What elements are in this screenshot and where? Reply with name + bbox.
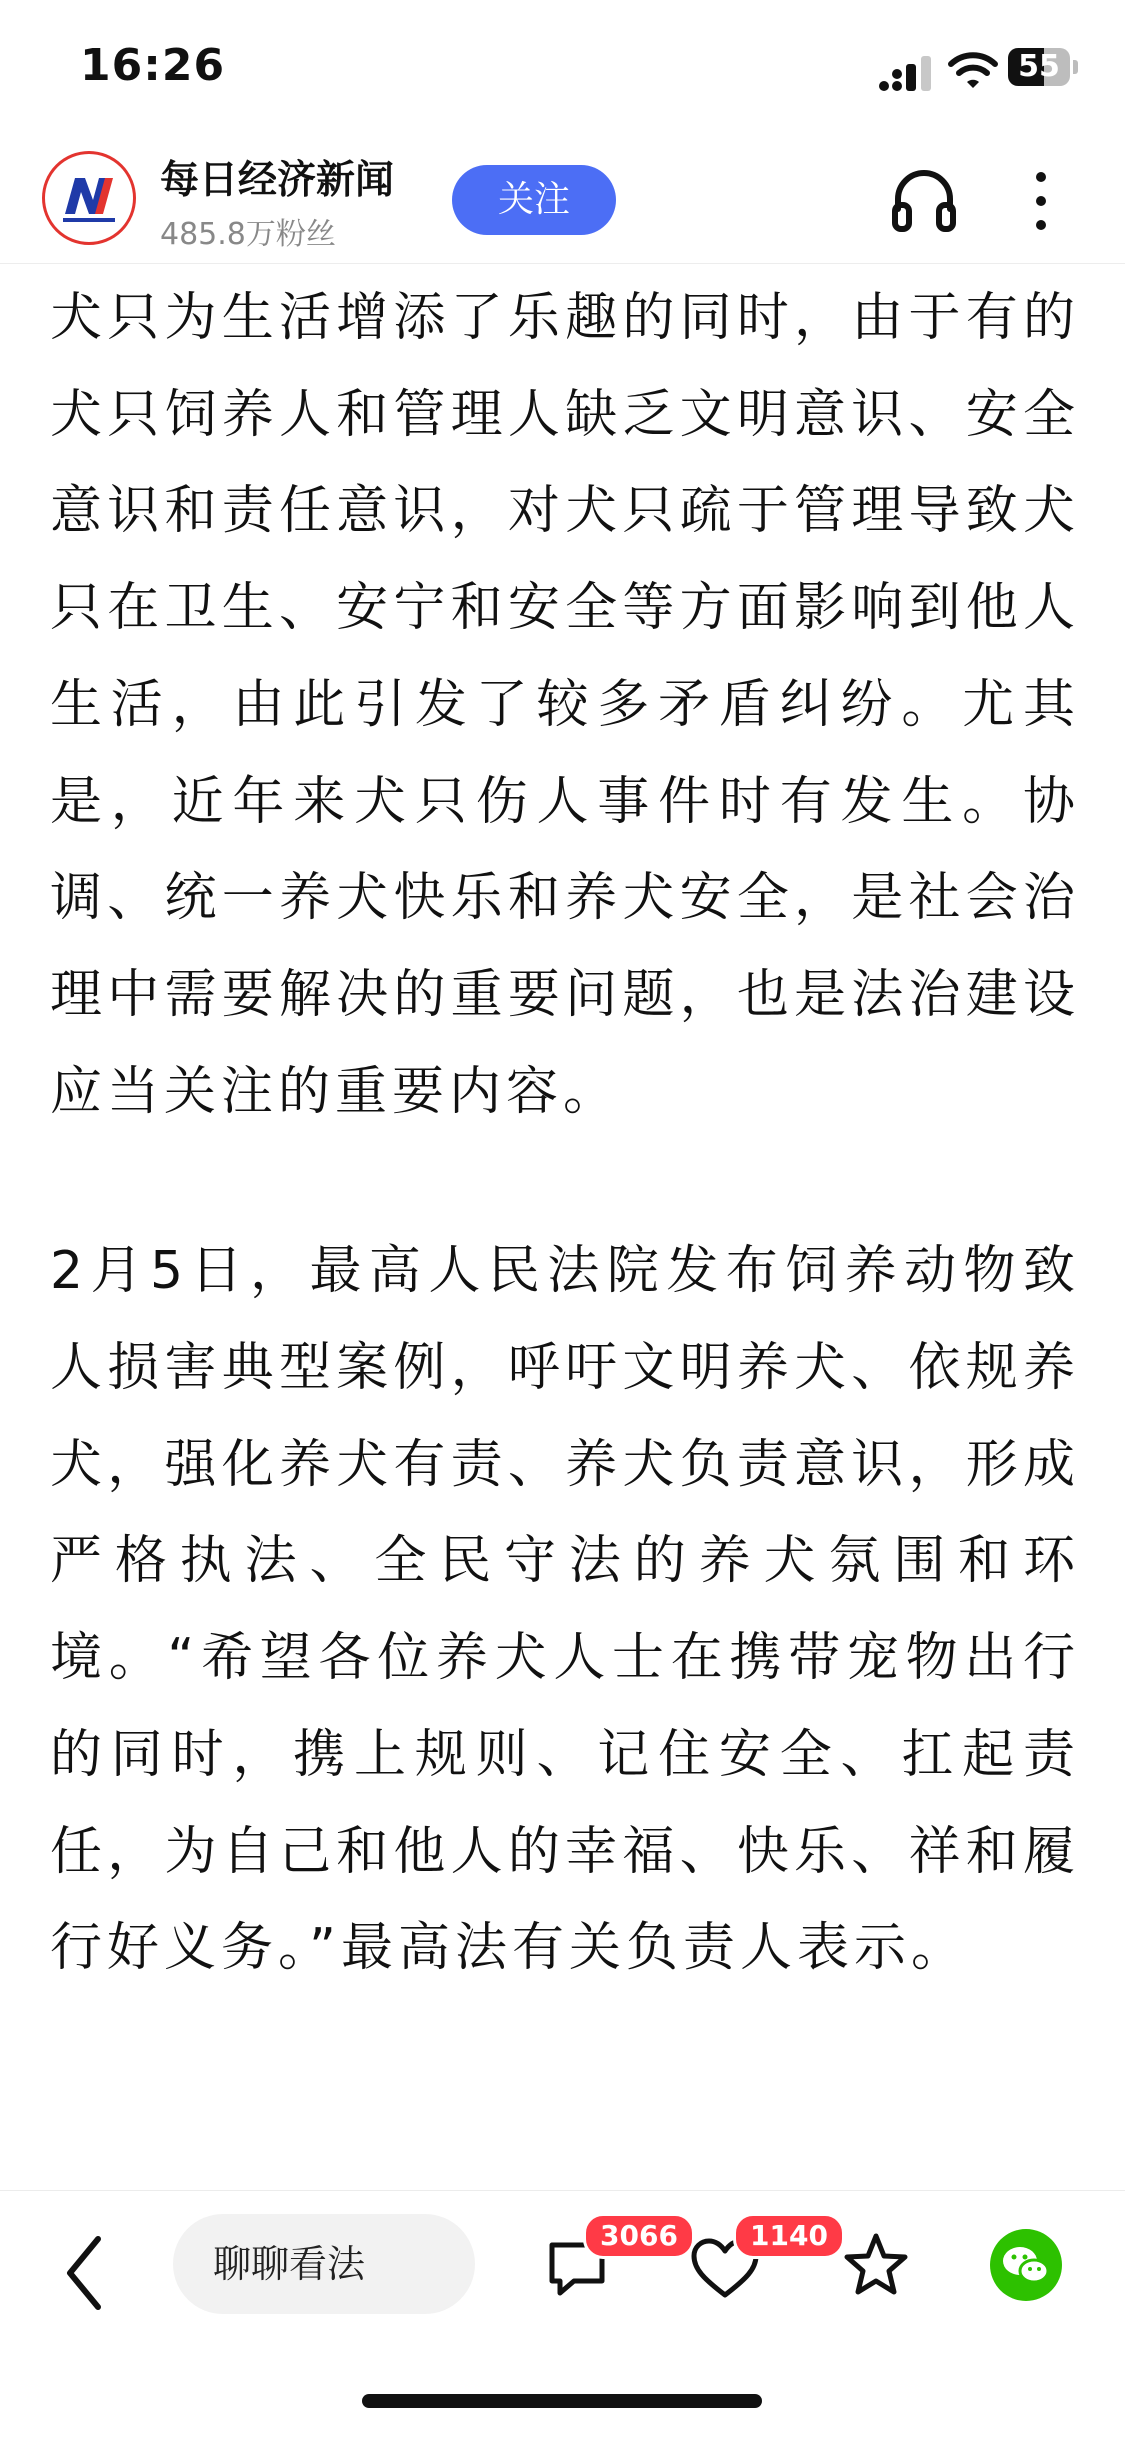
home-indicator — [362, 2394, 762, 2408]
channel-avatar[interactable] — [42, 151, 136, 245]
more-vertical-icon[interactable] — [1026, 169, 1056, 233]
headphones-icon[interactable] — [890, 165, 958, 233]
cellular-signal-icon — [878, 56, 934, 92]
status-time: 16:26 — [80, 40, 226, 91]
status-bar — [0, 0, 1125, 135]
comment-count-badge: 3066 — [583, 2213, 695, 2259]
battery-indicator — [1008, 48, 1080, 86]
channel-name[interactable]: 每日经济新闻 — [160, 158, 395, 203]
like-count-badge: 1140 — [733, 2213, 845, 2259]
follower-count: 485.8万粉丝 — [160, 217, 336, 252]
wechat-icon[interactable] — [990, 2229, 1062, 2301]
wifi-icon — [948, 50, 998, 90]
article-body — [50, 270, 1080, 1997]
article-paragraph: 2月5日，最高人民法院发布饲养动物致人损害典型案例，呼吁文明养犬、依规养犬，强化养犬有责、养犬负责意识，形成严格执法、全民守法的养犬氛围和环境。“希望各位养犬人士在携带宠物出行的同时，携上规则、记住安全、扛起责任，为自己和他人的幸福、快乐、祥和履行好义务。”最高法有关负责人表示。 — [50, 1241, 1080, 1979]
article-header — [0, 135, 1125, 264]
article-paragraph: 犬只为生活增添了乐趣的同时，由于有的犬只饲养人和管理人缺乏文明意识、安全意识和责任意识，对犬只疏于管理导致犬只在卫生、安宁和安全等方面影响到他人生活，由此引发了较多矛盾纠纷。尤其是，近年来犬只伤人事件时有发生。协调、统一养犬快乐和养犬安全，是社会治理中需要解决的重要问题，也是法治建设应当关注的重要内容。 — [50, 288, 1080, 1122]
channel-logo-icon — [45, 154, 133, 242]
chevron-left-icon[interactable] — [60, 2233, 110, 2313]
star-icon[interactable] — [842, 2231, 910, 2299]
follow-button[interactable]: 关注 — [452, 165, 616, 235]
battery-level: 55 — [1008, 48, 1070, 86]
comment-input[interactable]: 聊聊看法 — [173, 2214, 475, 2314]
battery-tip — [1073, 60, 1078, 74]
